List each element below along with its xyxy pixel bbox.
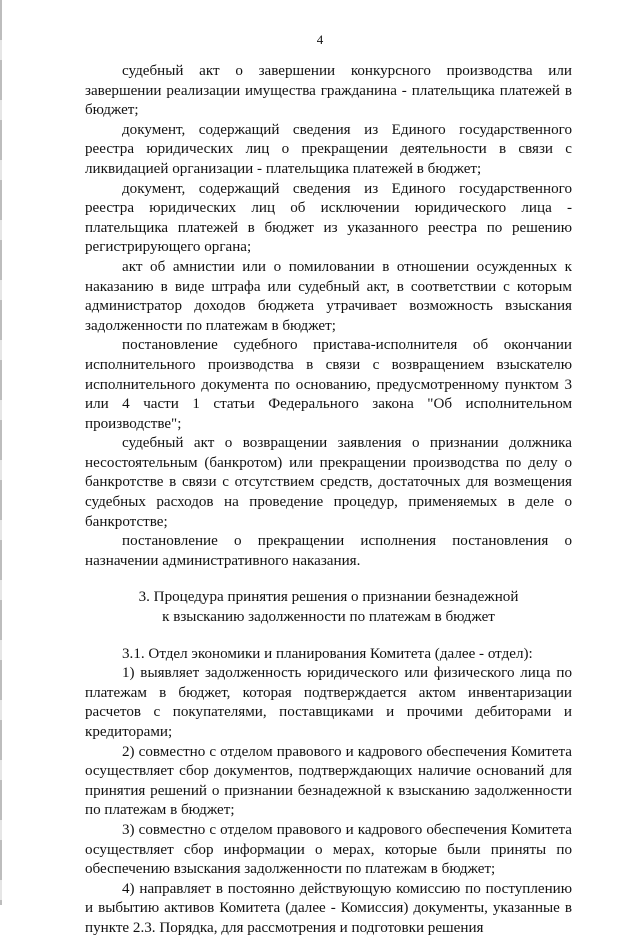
paragraph-bankruptcy-completion: судебный акт о завершении конкурсного производства или завершении реализации имущества гражданина - плательщика платежей в бюджет; — [85, 63, 572, 119]
page-number: 4 — [316, 32, 324, 47]
paragraph-item-4: 4) направляет в постоянно действующую комиссию по поступлению и выбытию активов Комитета (далее - Комиссия) документы, указанные в пункте 2.3. Порядка, для рассмотрения и подготовки решения — [85, 880, 572, 936]
paragraph-bankruptcy-return: судебный акт о возвращении заявления о признании должника несостоятельным (банкротом) или прекращении производства по делу о банкротстве в связи с отсутствием средств, достаточных для возмещения судебных расходов на проведение процедур, применяемых в деле о банкротстве; — [85, 435, 572, 530]
paragraph-item-2: 2) совместно с отделом правового и кадрового обеспечения Комитета осуществляет сбор документов, подтверждающих наличие оснований для принятия решений о признании безнадежной к взысканию задолженности по платежам в бюджет; — [85, 743, 572, 819]
paragraph-exclusion-record: документ, содержащий сведения из Единого государственного реестра юридических лиц об исключении юридического лица - плательщика платежей в бюджет из указанного реестра по решению регистрирующего органа; — [85, 180, 572, 256]
paragraph-3-1: 3.1. Отдел экономики и планирования Комитета (далее - отдел): — [122, 645, 533, 662]
section-heading — [85, 588, 572, 627]
paragraph-item-3: 3) совместно с отделом правового и кадрового обеспечения Комитета осуществляет сбор информации о мерах, которые были приняты по обеспечению взыскания задолженности по платежам в бюджет; — [85, 821, 572, 878]
scan-edge — [0, 0, 2, 905]
section-heading-line-2: к взысканию задолженности по платежам в бюджет — [162, 609, 495, 626]
paragraph-penalty-termination: постановление о прекращении исполнения постановления о назначении административного наказания. — [85, 533, 572, 569]
paragraph-item-1: 1) выявляет задолженность юридического или физического лица по платежам в бюджет, которая подтверждается актом инвентаризации расчетов с покупателями, поставщиками и прочими дебиторами и кредиторами; — [85, 665, 572, 740]
section-heading-line-1: 3. Процедура принятия решения о признании безнадежной — [138, 589, 519, 606]
paragraph-liquidation-record: документ, содержащий сведения из Единого государственного реестра юридических лиц о прекращении деятельности в связи с ликвидацией организации - плательщика платежей в бюджет; — [85, 121, 572, 177]
paragraph-amnesty-act: акт об амнистии или о помиловании в отношении осужденных к наказанию в виде штрафа или судебный акт, в соответствии с которым администратор доходов бюджета утрачивает возможность взыскания задолженности по платежам в бюджет; — [85, 258, 572, 334]
document-body — [85, 62, 572, 939]
paragraph-bailiff-resolution: постановление судебного пристава-исполнителя об окончании исполнительного производства в связи с возвращением взыскателю исполнительного документа по основанию, предусмотренному пунктом 3 или 4 части 1 статьи Федерального закона "Об исполнительном производстве"; — [85, 337, 572, 432]
